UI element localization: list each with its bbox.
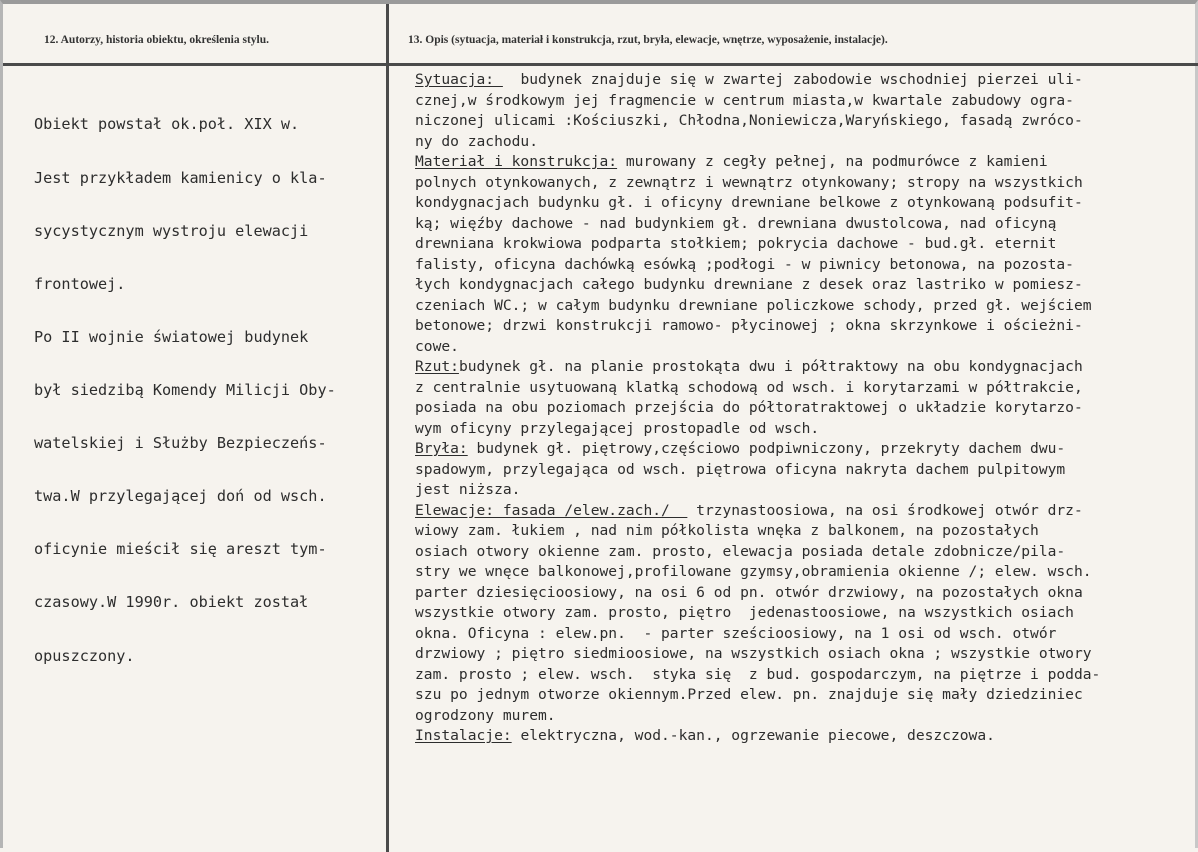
text-line: watelskiej i Służby Bezpieczeńs- xyxy=(34,434,327,453)
description-line xyxy=(415,562,1195,583)
text-line: Po II wojnie światowej budynek xyxy=(34,327,309,346)
description-line xyxy=(415,70,1195,91)
line-text: budynek gł. na planie prostokąta dwu i półtraktowy na obu kondygnacjach xyxy=(458,358,1083,375)
line-text: betonowe; drzwi konstrukcji ramowo- płycinowej ; okna skrzynkowe i ościeżni- xyxy=(415,317,1083,334)
text-line: Obiekt powstał ok.poł. XIX w. xyxy=(34,115,300,134)
line-text: elektryczna, wod.-kan., ogrzewanie piecowe, deszczowa. xyxy=(511,727,995,744)
description-line xyxy=(415,644,1195,665)
line-text: stry we wnęce balkonowej,profilowane gzymsy,obramienia okienne /; elew. wsch. xyxy=(415,563,1092,580)
line-text: z centralnie usytuowaną klatką schodową od wsch. i korytarzami w półtrakcie, xyxy=(415,378,1083,396)
text-line: był siedzibą Komendy Milicji Oby- xyxy=(34,380,336,399)
description-line xyxy=(415,173,1195,194)
description-line xyxy=(415,275,1195,296)
section-heading: Rzut: xyxy=(415,358,459,375)
description-line xyxy=(415,91,1195,112)
text-line: frontowej. xyxy=(34,274,126,293)
line-text: kondygnacjach budynku gł. i oficyny drewniane belkowe z otynkowaną podsufit- xyxy=(415,194,1083,211)
section-heading: Instalacje: xyxy=(415,727,512,744)
description-line xyxy=(415,624,1195,645)
description-line xyxy=(415,480,1195,501)
line-text: niczonej ulicami :Kościuszki, Chłodna,Noniewicza,Waryńskiego, fasadą zwróco- xyxy=(415,112,1083,129)
description-line xyxy=(415,357,1195,378)
description-line xyxy=(415,726,1195,747)
description-line xyxy=(415,706,1195,727)
description-line xyxy=(415,234,1195,255)
description-line xyxy=(415,378,1195,399)
line-text: ogrodzony murem. xyxy=(415,706,556,724)
description-line xyxy=(415,521,1195,542)
history-text xyxy=(34,81,379,701)
description-line xyxy=(415,685,1195,706)
description-line xyxy=(415,501,1195,522)
line-text: posiada na obu poziomach przejścia do półtoratraktowej o układzie korytarzo- xyxy=(415,399,1083,416)
line-text: czeniach WC.; w całym budynku drewniane policzkowe schody, przed gł. wejściem xyxy=(415,296,1092,314)
line-text: łych kondygnacjach całego budynku drewniane z desek oraz lastriko w pomiesz- xyxy=(415,276,1083,293)
section-heading: Elewacje: fasada /elew.zach./ xyxy=(415,501,688,519)
description-text xyxy=(415,70,1195,747)
description-line xyxy=(415,542,1195,563)
description-line xyxy=(415,316,1195,337)
line-text: drewniana krokwiowa podparta stołkiem; pokrycia dachowe - bud.gł. eternit xyxy=(415,235,1057,252)
description-line xyxy=(415,398,1195,419)
line-text: ny do zachodu. xyxy=(415,132,539,150)
line-text: murowany z cegły pełnej, na podmurówce z kamieni xyxy=(617,153,1048,170)
line-text: spadowym, przylegająca od wsch. piętrowa oficyna nakryta dachem pulpitowym xyxy=(415,460,1066,478)
header-rule xyxy=(3,63,1198,66)
description-line xyxy=(415,214,1195,235)
description-line xyxy=(415,460,1195,481)
text-line: czasowy.W 1990r. obiekt został xyxy=(34,593,309,612)
line-text: osiach otwory okienne zam. prosto, elewacja posiada detale zdobnicze/pila- xyxy=(415,542,1066,560)
text-line: opuszczony. xyxy=(34,646,135,665)
text-line: oficynie mieścił się areszt tym- xyxy=(34,540,327,559)
description-line xyxy=(415,255,1195,276)
description-line xyxy=(415,152,1195,173)
description-line xyxy=(415,337,1195,358)
line-text: cowe. xyxy=(415,337,459,355)
section-heading: Bryła: xyxy=(415,440,468,457)
description-line xyxy=(415,296,1195,317)
description-line xyxy=(415,111,1195,132)
line-text: jest niższa. xyxy=(415,481,521,498)
line-text: ką; więźby dachowe - nad budynkiem gł. drewniana dwustolcowa, nad oficyną xyxy=(415,214,1057,232)
description-line xyxy=(415,419,1195,440)
column-divider xyxy=(386,4,389,852)
description-line xyxy=(415,603,1195,624)
line-text: szu po jednym otworze okiennym.Przed elew. pn. znajduje się mały dziedziniec xyxy=(415,686,1083,703)
text-line: twa.W przylegającej doń od wsch. xyxy=(34,487,327,506)
line-text: wym oficyny przylegającej prostopadle od wsch. xyxy=(415,419,820,437)
section-heading: Sytuacja: xyxy=(415,71,503,88)
line-text: trzynastoosiowa, na osi środkowej otwór drz- xyxy=(687,501,1083,519)
description-line xyxy=(415,665,1195,686)
line-text: falisty, oficyna dachówką esówką ;podłogi - w piwnicy betonowa, na pozosta- xyxy=(415,255,1074,273)
line-text: budynek gł. piętrowy,częściowo podpiwniczony, przekryty dachem dwu- xyxy=(467,440,1066,457)
line-text: drzwiowy ; piętro siedmioosiowe, na wszystkich osiach okna ; wszystkie otwory xyxy=(415,645,1092,662)
right-column-header: 13. Opis (sytuacja, materiał i konstrukcja, rzut, bryła, elewacje, wnętrze, wyposażenie, instalacje). xyxy=(408,34,888,46)
line-text: polnych otynkowanych, z zewnątrz i wewnątrz otynkowany; stropy na wszystkich xyxy=(415,173,1083,191)
description-line xyxy=(415,132,1195,153)
line-text: wiowy zam. łukiem , nad nim półkolista wnęka z balkonem, na pozostałych xyxy=(415,522,1039,539)
text-line: sycystycznym wystroju elewacji xyxy=(34,221,309,240)
description-line xyxy=(415,439,1195,460)
line-text: wszystkie otwory zam. prosto, piętro jedenastoosiowe, na wszystkich osiach xyxy=(415,604,1074,621)
line-text: budynek znajduje się w zwartej zabodowie wschodniej pierzei uli- xyxy=(502,71,1083,88)
line-text: cznej,w środkowym jej fragmencie w centrum miasta,w kwartale zabudowy ogra- xyxy=(415,91,1074,109)
line-text: zam. prosto ; elew. wsch. styka się z bud. gospodarczym, na piętrze i podda- xyxy=(415,665,1101,683)
left-column-header: 12. Autorzy, historia obiektu, określenia stylu. xyxy=(44,34,270,46)
text-line: Jest przykładem kamienicy o kla- xyxy=(34,168,327,187)
description-line xyxy=(415,583,1195,604)
section-heading: Materiał i konstrukcja: xyxy=(415,153,618,170)
description-line xyxy=(415,193,1195,214)
line-text: parter dziesięcioosiowy, na osi 6 od pn. otwór drzwiowy, na pozostałych okna xyxy=(415,583,1083,601)
line-text: okna. Oficyna : elew.pn. - parter sześcioosiowy, na 1 osi od wsch. otwór xyxy=(415,624,1057,642)
